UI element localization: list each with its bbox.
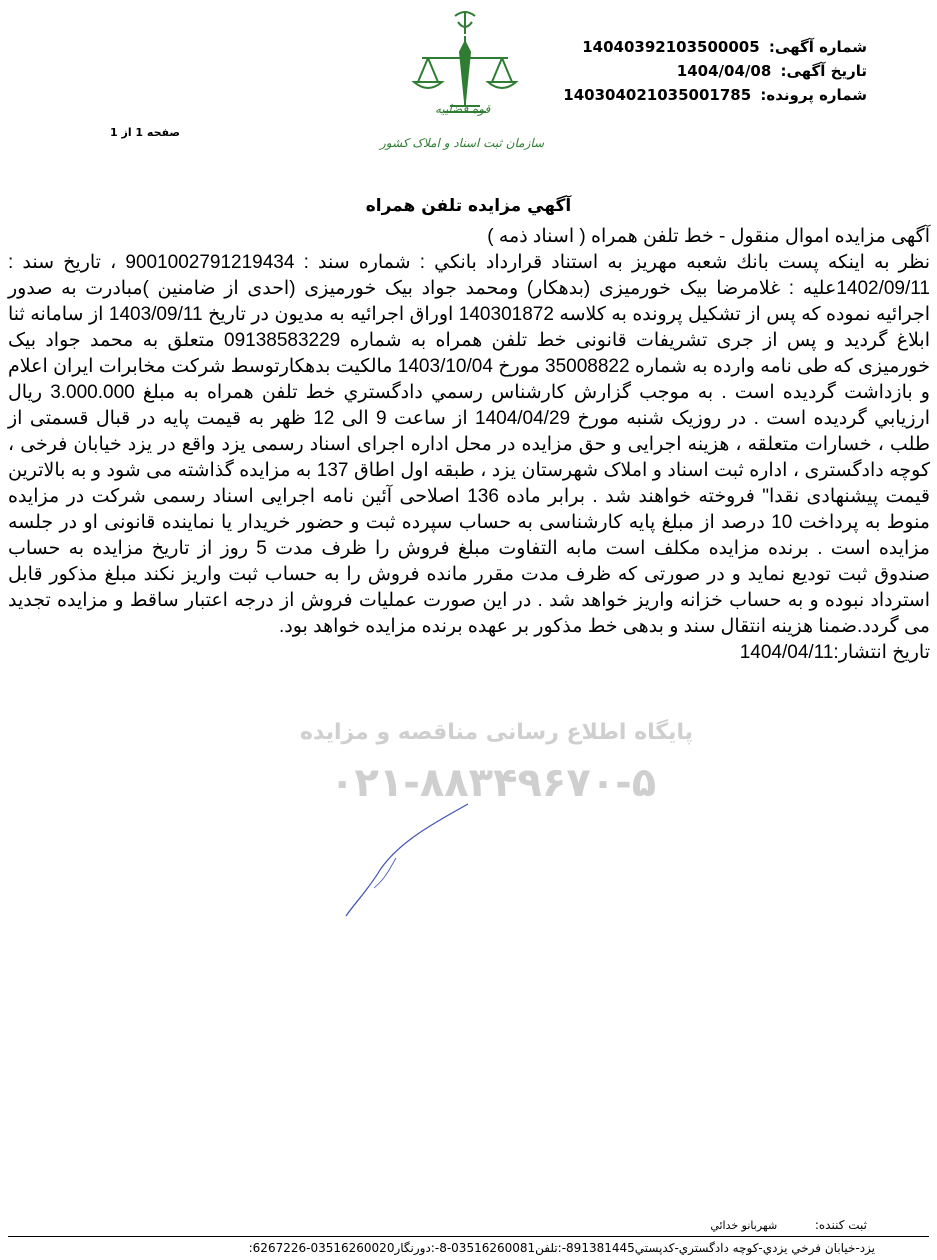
publish-date-value: 1404/04/11 <box>739 642 834 663</box>
page-indicator: صفحه 1 از 1 <box>110 126 181 139</box>
signature-icon <box>340 800 480 920</box>
publish-date <box>8 640 930 666</box>
emblem-caption-judiciary: قوه قضاییه <box>435 102 491 116</box>
footer-address: يزد-خيابان فرخي يزدي-کوچه دادگستري-کدپستي891381445-:تلفن03516260081-8-:دورنگار03516260020-6267226: <box>248 1241 875 1255</box>
notice-body <box>8 224 930 666</box>
notice-subtitle: آگهی مزایده اموال منقول - خط تلفن همراه ( اسناد ذمه ) <box>487 226 930 247</box>
watermark-phone: ۰۲۱-۸۸۳۴۹۶۷۰-۵ <box>330 760 657 806</box>
registrar-label: ثبت کننده: <box>814 1218 867 1232</box>
emblem-caption-organization: سازمان ثبت اسناد و املاک کشور <box>380 136 545 150</box>
footer-divider <box>8 1236 929 1237</box>
notice-date-label: تاریخ آگهی: <box>780 62 867 80</box>
file-number <box>563 86 867 104</box>
file-number-value: 140304021035001785 <box>563 86 752 104</box>
notice-paragraph: نظر به اینکه پست بانك شعبه مهريز به استناد قرارداد بانکي : شماره سند : 9001002791219434 ، تاریخ سند : 1402/09/11علیه : غلامرضا بیک خورمیزی (بدهکار) ومحمد جواد بیک خورمیزی (احدی از ضامنین )مبادرت به صدور اجرائیه نموده که پس از تشکیل پرونده به کلاسه 140301872 اوراق اجرائیه به مدیون در تاریخ 1403/09/11 از سامانه ثنا ابلاغ گردید و پس از جری تشریفات قانونی خط تلفن همراه به شماره 09138583229 متعلق به محمد جواد بیک خورمیزی که طی نامه وارده به شماره 35008822 مورخ 1403/10/04 مالکیت بدهکارتوسط شرکت مخابرات ایران اعلام و بازداشت گردیده است . به موجب گزارش کارشناس رسمي دادگستري خط تلفن همراه به مبلغ 3.000.000 ریال ارزیابي گردیده است . در روزیک شنبه مورخ 1404/04/29 از ساعت 9 الی 12 ظهر به قیمت پایه در قبال قسمتی از طلب ، خسارات متعلقه ، هزینه اجرایی و حق مزایده در محل اداره اجرای اسناد رسمی یزد واقع در یزد خیابان فرخی ، کوچه دادگستری ، اداره ثبت اسناد و املاک شهرستان یزد ، طبقه اول اطاق 137 به مزایده گذاشته می شود و به بالاترین قیمت پیشنهادی نقدا" فروخته خواهند شد . برابر ماده 136 اصلاحی آئین نامه اجرایی اسناد رسمی شرکت در مزایده منوط به پرداخت 10 درصد از مبلغ پایه کارشناسی به حساب سپرده ثبت و حضور خریدار یا نماینده قانونی او در جلسه مزایده است . برنده مزایده مکلف است مابه التفاوت مبلغ فروش را ظرف مدت 5 روز از تاریخ مزایده به حساب صندوق ثبت تودیع نماید و در صورتی که ظرف مدت مقرر مانده فروش را به حساب ثبت واریز نکند مبلغ مذکور قابل استرداد نبوده و به حساب خزانه واریز خواهد شد . در این صورت عملیات فروش از درجه اعتبار ساقط و مزایده تجدید می گردد.ضمنا هزینه انتقال سند و بدهی خط مذکور بر عهده برنده مزایده خواهد بود. <box>8 252 931 637</box>
registrar <box>710 1218 867 1232</box>
notice-date <box>677 62 867 80</box>
notice-number <box>582 38 867 56</box>
notice-number-value: 14040392103500005 <box>582 38 760 56</box>
notice-title: آگهي مزايده تلفن همراه <box>365 196 572 216</box>
registrar-name: شهربانو خدائي <box>710 1219 778 1232</box>
notice-number-label: شماره آگهی: <box>768 38 867 56</box>
publish-date-label: تاریخ انتشار: <box>833 642 930 663</box>
notice-date-value: 1404/04/08 <box>676 62 772 80</box>
file-number-label: شماره پرونده: <box>760 86 867 104</box>
watermark-site: پایگاه اطلاع رسانی مناقصه و مزایده <box>300 720 693 745</box>
